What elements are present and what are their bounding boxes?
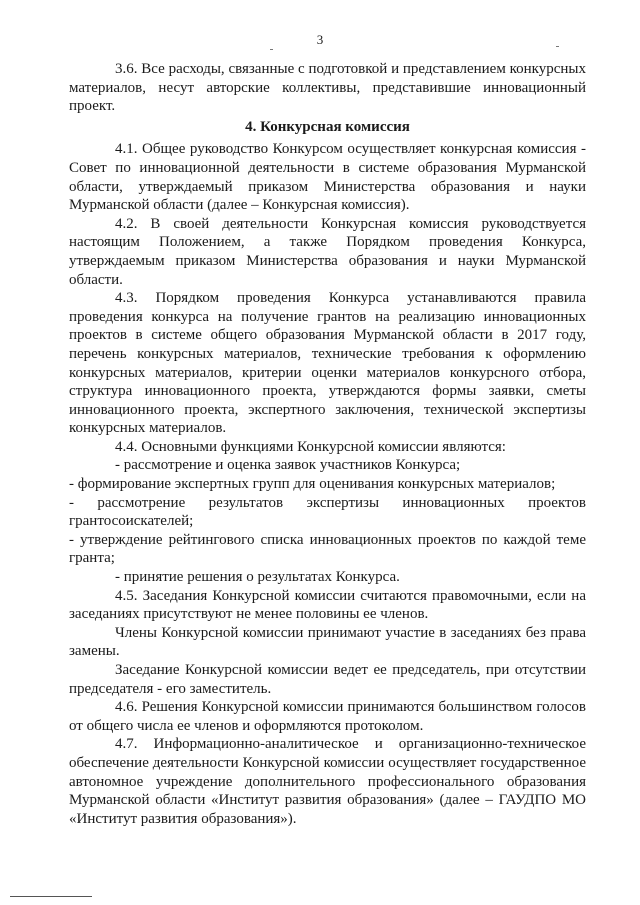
paragraph-members: Члены Конкурсной комиссии принимают участие в заседаниях без права замены. <box>69 624 586 660</box>
paragraph-4-2: 4.2. В своей деятельности Конкурсная комиссия руководствуется настоящим Положением, а также Порядком проведения Конкурса, утверждаемым приказом Министерства образования и науки Мурманской области. <box>69 215 586 288</box>
scan-speck <box>270 49 273 50</box>
scan-speck <box>556 46 559 47</box>
paragraph-chair: Заседание Конкурсной комиссии ведет ее председатель, при отсутствии председателя - его заместитель. <box>69 662 586 697</box>
paragraph-3-6: 3.6. Все расходы, связанные с подготовкой и представлением конкурсных материалов, несут авторские коллективы, представившие инновационный проект. <box>69 61 586 115</box>
section-heading: 4. Конкурсная комиссия <box>245 118 410 135</box>
paragraph-4-4: 4.4. Основными функциями Конкурсной комиссии являются: <box>115 438 506 455</box>
function-item: - формирование экспертных групп для оценивания конкурсных материалов; <box>69 476 556 493</box>
document-body <box>69 60 586 828</box>
paragraph-4-5: 4.5. Заседания Конкурсной комиссии считаются правомочными, если на заседаниях присутствуют не менее половины ее членов. <box>69 587 586 623</box>
paragraph-4-3: 4.3. Порядком проведения Конкурса устанавливаются правила проведения конкурса на получение грантов на реализацию инновационных проектов в системе общего образования Мурманской области в 2017 году, перечень конкурсных материалов, технические требования к оформлению конкурсных материалов, критерии оценки материалов конкурсного отбора, структура инновационного проекта, утверждаются формы заявки, сметы инновационного проекта, экспертного заключения, технической экспертизы конкурсных материалов. <box>69 290 586 437</box>
paragraph-4-6: 4.6. Решения Конкурсной комиссии принимаются большинством голосов от общего числа ее членов и оформляются протоколом. <box>69 699 586 734</box>
page-number: 3 <box>316 32 324 47</box>
function-item: - рассмотрение результатов экспертизы инновационных проектов грантосоискателей; <box>69 494 586 530</box>
paragraph-4-1: 4.1. Общее руководство Конкурсом осуществляет конкурсная комиссия - Совет по инновационной деятельности в системе образования Мурманской области, утверждаемый приказом Министерства образования и науки Мурманской области (далее – Конкурсная комиссия). <box>69 141 586 214</box>
function-item: - рассмотрение и оценка заявок участников Конкурса; <box>115 457 461 474</box>
paragraph-4-7: 4.7. Информационно-аналитическое и организационно-техническое обеспечение деятельности Конкурсной комиссии осуществляет государственное автономное учреждение дополнительного профессионального образования Мурманской области «Институт развития образования» (далее – ГАУДПО МО «Институт развития образования»). <box>69 736 586 827</box>
footer-rule <box>10 896 92 897</box>
function-item: - принятие решения о результатах Конкурса. <box>115 569 400 586</box>
function-item: - утверждение рейтингового списка инновационных проектов по каждой теме гранта; <box>69 531 586 567</box>
